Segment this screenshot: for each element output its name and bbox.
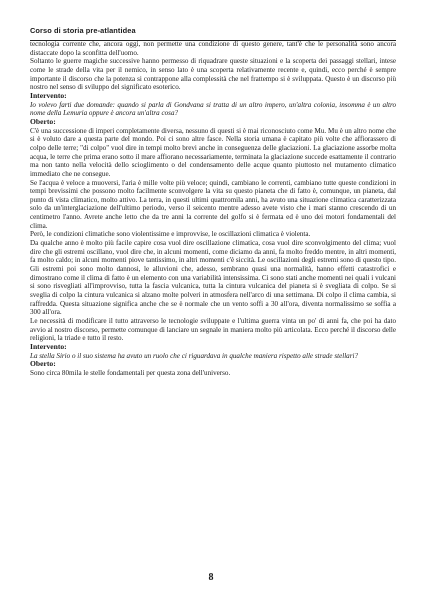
paragraph: Le necessità di modificare il tutto attraverso le tecnologie sviluppate e l'ultima guerra vinta un po' di anni fa, che poi ha dato avvio al nostro discorso, permette comunque di lanciare un segnale in maniera molto più articolata. Ecco perché il discorso delle religioni, la triade e tutto il resto. xyxy=(30,317,396,343)
question: La stella Sirio o il suo sistema ha avuto un ruolo che ci riguardava in qualche maniera rispetto alle strade stellari? xyxy=(30,351,359,360)
paragraph: Se l'acqua è veloce a muoversi, l'aria è mille volte più veloce; quindi, cambiano le correnti, cambiano tutte queste condizioni in tempi brevissimi che possono molto facilmente sconvolgere la vita su questo pianeta che di fatto è, comunque, un pianeta, dal punto di vista climatico, molto attivo. La terra, in questi ultimi quattromila anni, ha avuto una situazione climatica caratterizzata solo da un'interglaciazione dell'ultimo periodo, verso il seicento mentre adesso avete visto che i mari stanno crescendo di un centimetro l'anno. Avrete anche letto che da tre anni la corrente del golfo si è fermata ed è uno dei motori fondamentali del clima. xyxy=(30,178,396,230)
paragraph: Però, le condizioni climatiche sono violentissime e improvvise, le oscillazioni climatica è violenta. xyxy=(30,230,311,239)
paragraph: Da qualche anno è molto più facile capire cosa vuol dire oscillazione climatica, cosa vuol dire sconvolgimento del clima; vuol dire che gli estremi oscillano, vuol dire che, in alcuni momenti, come diciamo da anni, fa molto freddo mentre, in altri momenti, fa molto caldo; in alcuni momenti piove tantissimo, in altri momenti c'è siccità. Le oscillazioni degli estremi sono di questo tipo. Gli estremi poi sono molto dannosi, le alluvioni che, adesso, sembrano quasi una normalità, hanno effetti catastrofici e dimostrano come il clima di fatto è un elemento con una variabilità intensissima. Ci sono stati anche momenti nei quali i vulcani si sono risvegliati all'improvviso, tutta la fascia vulcanica, tutta la cintura vulcanica del pianeta si è svegliata di colpo. Se si sveglia di colpo la cintura vulcanica si alzano molte polveri in atmosfera nell'arco di una settimana. Di colpo il clima cambia, si raffredda. Questa situazione significa anche che se è normale che un vento soffi a 30 all'ora, diventa normalissimo se soffia a 300 all'ora. xyxy=(30,239,396,317)
paragraph: Sono circa 80mila le stelle fondamentali per questa zona dell'universo. xyxy=(30,368,231,377)
question: Io volevo farti due domande: quando si parla di Gondvana si tratta di un altro impero, un'altra colonia, insomma è un altro nome della Lemuria oppure è ancora un'altra cosa? xyxy=(30,100,396,118)
paragraph: Soltanto le guerre magiche successive hanno permesso di riquadrare queste situazioni e la scoperta dei passaggi stellari, intese come le strade della vita per il nemico, in senso lato è una scoperta relativamente recente e, quindi, ecco perché è sempre importante il discorso che la potenza si contrappone alla complessità che nel frattempo si è sviluppata. Questo è un discorso più nostro nel senso di sviluppo del significato esoterico. xyxy=(30,57,396,92)
paragraph: tecnologia corrente che, ancora oggi, non permette una condizione di questo genere, tant'è che le personalità sono ancora distaccate dopo la sconfitta dell'uomo. xyxy=(30,40,396,57)
page-body xyxy=(30,40,396,378)
speaker-label: Intervento: xyxy=(30,90,67,100)
speaker-label: Oberto: xyxy=(30,116,56,126)
running-header xyxy=(30,20,396,41)
speaker-label: Intervento: xyxy=(30,341,67,351)
header-title: Corso di storia pre-atlantidea xyxy=(30,26,136,35)
speaker-label: Oberto: xyxy=(30,359,56,369)
page-number: 8 xyxy=(208,572,214,583)
paragraph: C'è una successione di imperi completamente diversa, nessuno di questi si è mai riconosciuto come Mu. Mu è un altro nome che si è voluto dare a questa parte del mondo. Poi ci sono altre fasce. Nella storia umana è capitato più volte che affiorassero di colpo delle terre; "di colpo" vuol dire in tempi molto brevi anche in conseguenza delle glaciazioni. La glaciazione assorbe molta acqua, le terre che prima erano sotto il mare affiorano necessariamente, terminata la glaciazione succede esattamente il contrario ma non tanto nella velocità dello scioglimento o del condensamento delle acque quanto piuttosto nel mutamento climatico immediato che ne consegue. xyxy=(30,126,396,178)
